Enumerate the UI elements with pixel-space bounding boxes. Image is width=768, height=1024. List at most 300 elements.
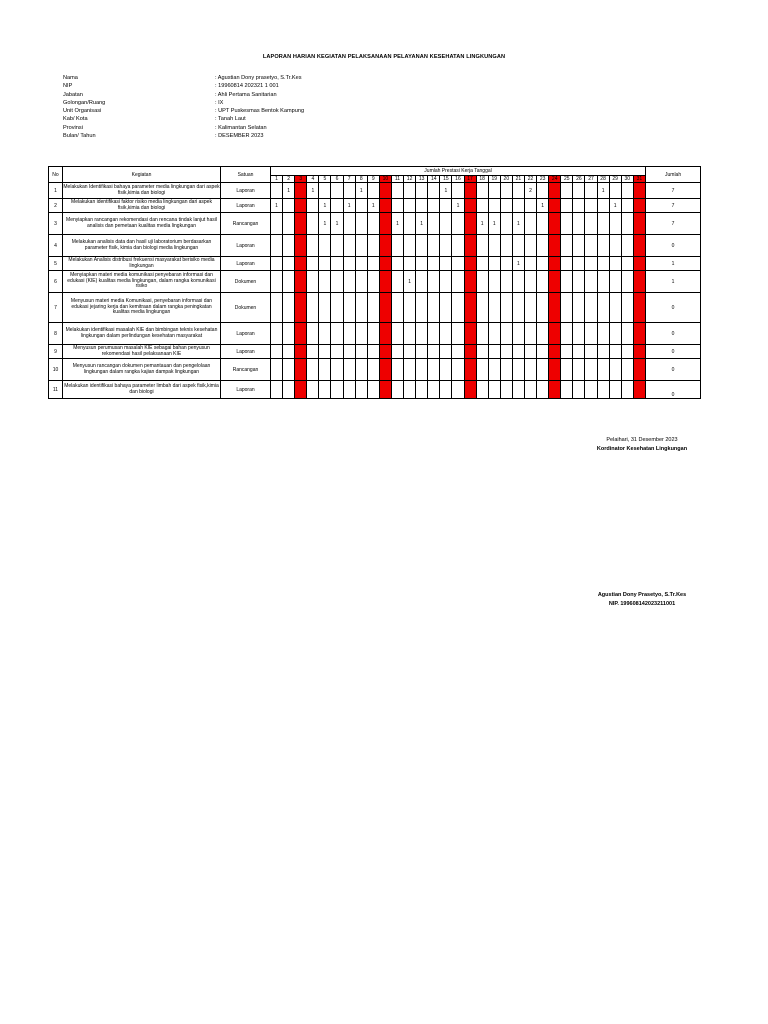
- row-no: 5: [49, 257, 63, 271]
- day-cell: [416, 381, 428, 399]
- day-cell: [391, 199, 403, 213]
- day-cell: 1: [319, 213, 331, 235]
- day-cell: [500, 257, 512, 271]
- day-cell: [464, 345, 476, 359]
- day-cell: [283, 323, 295, 345]
- day-cell: 1: [440, 183, 452, 199]
- day-cell: [343, 293, 355, 323]
- day-cell: [524, 213, 536, 235]
- day-cell: [609, 235, 621, 257]
- day-cell: [621, 213, 633, 235]
- day-cell: [295, 183, 307, 199]
- row-kegiatan: Melakukan identifikasi masalah KIE dan bimbingan teknis kesehatan lingkungan dalam perlindungan kesehatan masyarakat: [63, 323, 221, 345]
- header-day: 4: [307, 176, 319, 183]
- day-cell: [307, 323, 319, 345]
- day-cell: [464, 359, 476, 381]
- day-cell: [416, 183, 428, 199]
- header-day: 2: [283, 176, 295, 183]
- day-cell: [391, 323, 403, 345]
- day-cell: [379, 359, 391, 381]
- row-no: 4: [49, 235, 63, 257]
- day-cell: [283, 381, 295, 399]
- header-jumlah: Jumlah: [646, 167, 701, 183]
- day-cell: [609, 271, 621, 293]
- day-cell: [500, 293, 512, 323]
- day-cell: [573, 183, 585, 199]
- day-cell: [537, 293, 549, 323]
- day-cell: [585, 323, 597, 345]
- row-kegiatan: Melakukan Analisis distribusi frekuensi masyarakat berisiko media lingkungan: [63, 257, 221, 271]
- day-cell: [585, 213, 597, 235]
- day-cell: 2: [524, 183, 536, 199]
- day-cell: [464, 213, 476, 235]
- day-cell: [537, 257, 549, 271]
- day-cell: [597, 293, 609, 323]
- day-cell: [440, 213, 452, 235]
- day-cell: [585, 183, 597, 199]
- day-cell: [549, 271, 561, 293]
- day-cell: [404, 323, 416, 345]
- header-day: 31: [633, 176, 645, 183]
- day-cell: [524, 271, 536, 293]
- row-jumlah: 1: [646, 257, 701, 271]
- day-cell: [524, 199, 536, 213]
- header-day: 30: [621, 176, 633, 183]
- day-cell: [488, 293, 500, 323]
- day-cell: 1: [609, 199, 621, 213]
- day-cell: [476, 257, 488, 271]
- day-cell: [633, 213, 645, 235]
- table-row: [49, 183, 701, 199]
- day-cell: [464, 199, 476, 213]
- day-cell: [319, 359, 331, 381]
- info-label: Bulan/ Tahun: [63, 133, 96, 140]
- activity-table: [48, 166, 701, 399]
- day-cell: [283, 213, 295, 235]
- day-cell: [428, 257, 440, 271]
- day-cell: [452, 381, 464, 399]
- day-cell: [271, 183, 283, 199]
- day-cell: [597, 257, 609, 271]
- day-cell: [355, 199, 367, 213]
- day-cell: [295, 235, 307, 257]
- day-cell: [355, 257, 367, 271]
- day-cell: [549, 359, 561, 381]
- signature-place-date: Pelaihari, 31 Desember 2023: [606, 437, 678, 443]
- day-cell: 1: [307, 183, 319, 199]
- info-label: Golongan/Ruang: [63, 99, 106, 106]
- day-cell: [331, 235, 343, 257]
- day-cell: [597, 381, 609, 399]
- day-cell: [512, 345, 524, 359]
- day-cell: 1: [331, 213, 343, 235]
- day-cell: [307, 381, 319, 399]
- day-cell: 1: [367, 199, 379, 213]
- day-cell: [488, 359, 500, 381]
- day-cell: [524, 345, 536, 359]
- day-cell: [573, 199, 585, 213]
- day-cell: 1: [271, 199, 283, 213]
- day-cell: 1: [452, 199, 464, 213]
- day-cell: [597, 359, 609, 381]
- day-cell: 1: [488, 213, 500, 235]
- day-cell: [428, 293, 440, 323]
- row-satuan: Dokumen: [221, 271, 271, 293]
- day-cell: [561, 381, 573, 399]
- day-cell: [633, 183, 645, 199]
- day-cell: [391, 183, 403, 199]
- row-jumlah: 7: [646, 183, 701, 199]
- info-label: NIP: [63, 83, 73, 90]
- day-cell: 1: [416, 213, 428, 235]
- day-cell: [295, 323, 307, 345]
- table-row: [49, 293, 701, 323]
- day-cell: [428, 235, 440, 257]
- header-day: 7: [343, 176, 355, 183]
- day-cell: [512, 271, 524, 293]
- header-day: 19: [488, 176, 500, 183]
- row-jumlah: 1: [646, 271, 701, 293]
- day-cell: [428, 323, 440, 345]
- day-cell: [621, 323, 633, 345]
- day-cell: [367, 345, 379, 359]
- day-cell: [549, 381, 561, 399]
- day-cell: [464, 235, 476, 257]
- day-cell: [573, 293, 585, 323]
- day-cell: [512, 359, 524, 381]
- day-cell: [428, 183, 440, 199]
- day-cell: [512, 183, 524, 199]
- info-label: Nama: [63, 75, 78, 81]
- day-cell: [488, 199, 500, 213]
- day-cell: [488, 183, 500, 199]
- header-day: 13: [416, 176, 428, 183]
- row-no: 3: [49, 213, 63, 235]
- day-cell: [283, 359, 295, 381]
- day-cell: [573, 345, 585, 359]
- day-cell: [621, 293, 633, 323]
- day-cell: [343, 213, 355, 235]
- day-cell: 1: [512, 257, 524, 271]
- day-cell: [476, 199, 488, 213]
- day-cell: [440, 271, 452, 293]
- day-cell: [561, 257, 573, 271]
- info-value: : Tanah Laut: [215, 116, 246, 123]
- row-satuan: Laporan: [221, 323, 271, 345]
- day-cell: 1: [512, 213, 524, 235]
- day-cell: [307, 213, 319, 235]
- day-cell: [331, 199, 343, 213]
- info-value: : DESEMBER 2023: [215, 133, 264, 140]
- day-cell: [416, 323, 428, 345]
- day-cell: [609, 359, 621, 381]
- day-cell: [428, 199, 440, 213]
- day-cell: [367, 381, 379, 399]
- day-cell: [537, 359, 549, 381]
- day-cell: [283, 199, 295, 213]
- day-cell: [355, 213, 367, 235]
- day-cell: [464, 293, 476, 323]
- header-kegiatan: Kegiatan: [63, 167, 221, 183]
- table-row: [49, 199, 701, 213]
- header-date-group: Jumlah Prestasi Kerja Tanggal: [271, 167, 646, 176]
- table-row: [49, 345, 701, 359]
- day-cell: [500, 271, 512, 293]
- day-cell: [621, 257, 633, 271]
- header-day: 24: [549, 176, 561, 183]
- day-cell: [404, 345, 416, 359]
- day-cell: [307, 293, 319, 323]
- day-cell: [379, 323, 391, 345]
- day-cell: [561, 323, 573, 345]
- day-cell: [633, 257, 645, 271]
- day-cell: [573, 359, 585, 381]
- day-cell: [500, 359, 512, 381]
- day-cell: [561, 235, 573, 257]
- row-satuan: Laporan: [221, 235, 271, 257]
- day-cell: [585, 381, 597, 399]
- header-day: 22: [524, 176, 536, 183]
- day-cell: [440, 359, 452, 381]
- day-cell: [379, 183, 391, 199]
- info-value: : UPT Puskesmas Bentok Kampung: [215, 108, 305, 115]
- day-cell: [319, 323, 331, 345]
- header-day: 3: [295, 176, 307, 183]
- day-cell: [391, 235, 403, 257]
- day-cell: [428, 213, 440, 235]
- day-cell: [271, 381, 283, 399]
- day-cell: [379, 381, 391, 399]
- day-cell: [271, 323, 283, 345]
- signature-nip: NIP. 199608142023211001: [608, 601, 676, 607]
- day-cell: [319, 381, 331, 399]
- day-cell: [464, 381, 476, 399]
- day-cell: [524, 257, 536, 271]
- row-jumlah: 7: [646, 213, 701, 235]
- day-cell: [537, 271, 549, 293]
- header-day: 12: [404, 176, 416, 183]
- day-cell: [295, 257, 307, 271]
- day-cell: [271, 345, 283, 359]
- day-cell: [549, 213, 561, 235]
- table-row: [49, 271, 701, 293]
- day-cell: [573, 381, 585, 399]
- day-cell: [379, 293, 391, 323]
- day-cell: [331, 359, 343, 381]
- info-label: Provinsi: [63, 124, 83, 131]
- day-cell: [295, 359, 307, 381]
- day-cell: [476, 235, 488, 257]
- header-day: 15: [440, 176, 452, 183]
- header-day: 10: [379, 176, 391, 183]
- day-cell: [609, 213, 621, 235]
- day-cell: [500, 323, 512, 345]
- info-value: : Ahli Pertama Sanitarian: [215, 91, 277, 98]
- day-cell: [355, 235, 367, 257]
- day-cell: [633, 345, 645, 359]
- day-cell: [464, 323, 476, 345]
- day-cell: [416, 257, 428, 271]
- header-day: 6: [331, 176, 343, 183]
- header-day: 17: [464, 176, 476, 183]
- day-cell: [573, 271, 585, 293]
- day-cell: [428, 345, 440, 359]
- day-cell: [585, 359, 597, 381]
- day-cell: [404, 213, 416, 235]
- day-cell: [488, 345, 500, 359]
- day-cell: [452, 235, 464, 257]
- day-cell: [283, 257, 295, 271]
- day-cell: [331, 293, 343, 323]
- row-jumlah: 0: [646, 345, 701, 359]
- day-cell: [597, 271, 609, 293]
- row-kegiatan: Menyiapkan rancangan rekomendasi dan rencana tindak lanjut hasil analisis dan pemetaan kualitas media lingkungan: [63, 213, 221, 235]
- day-cell: [331, 183, 343, 199]
- day-cell: [621, 345, 633, 359]
- day-cell: [379, 345, 391, 359]
- day-cell: [343, 359, 355, 381]
- header-day: 8: [355, 176, 367, 183]
- day-cell: [585, 257, 597, 271]
- day-cell: 1: [476, 213, 488, 235]
- day-cell: 1: [355, 183, 367, 199]
- day-cell: [355, 381, 367, 399]
- day-cell: [452, 293, 464, 323]
- day-cell: [271, 213, 283, 235]
- day-cell: [585, 293, 597, 323]
- info-value: : Kalimantan Selatan: [215, 124, 267, 131]
- day-cell: [355, 345, 367, 359]
- day-cell: [404, 235, 416, 257]
- day-cell: [621, 183, 633, 199]
- row-satuan: Dokumen: [221, 293, 271, 323]
- day-cell: [633, 381, 645, 399]
- day-cell: [512, 293, 524, 323]
- day-cell: [428, 381, 440, 399]
- day-cell: [500, 199, 512, 213]
- day-cell: [404, 183, 416, 199]
- day-cell: [271, 293, 283, 323]
- header-day: 14: [428, 176, 440, 183]
- day-cell: [367, 235, 379, 257]
- day-cell: [488, 381, 500, 399]
- day-cell: [597, 323, 609, 345]
- header-day: 18: [476, 176, 488, 183]
- row-no: 10: [49, 359, 63, 381]
- day-cell: [609, 257, 621, 271]
- day-cell: [367, 323, 379, 345]
- day-cell: [355, 293, 367, 323]
- day-cell: [295, 345, 307, 359]
- day-cell: [573, 257, 585, 271]
- info-label: Unit Organisasi: [63, 108, 102, 115]
- day-cell: [416, 199, 428, 213]
- day-cell: [621, 381, 633, 399]
- day-cell: [537, 345, 549, 359]
- day-cell: [621, 235, 633, 257]
- row-no: 8: [49, 323, 63, 345]
- day-cell: [633, 323, 645, 345]
- row-kegiatan: Melakukan identifikasi bahaya parameter limbah dari aspek fisik,kimia dan biologi: [63, 381, 221, 399]
- day-cell: [500, 183, 512, 199]
- header-day: 9: [367, 176, 379, 183]
- header-day: 21: [512, 176, 524, 183]
- table-row: [49, 381, 701, 399]
- day-cell: [476, 345, 488, 359]
- day-cell: [452, 257, 464, 271]
- row-kegiatan: Menyusun rancangan dokumen pemantauan dan pengelolaan lingkungan dalam rangka kajian dampak lingkungan: [63, 359, 221, 381]
- day-cell: [549, 199, 561, 213]
- day-cell: [343, 381, 355, 399]
- day-cell: [343, 345, 355, 359]
- day-cell: [464, 271, 476, 293]
- row-kegiatan: Melakukan analisis data dan hasil uji laboratorium berdasarkan parameter fisik, kimia dan biologi media lingkungan: [63, 235, 221, 257]
- row-satuan: Rancangan: [221, 359, 271, 381]
- day-cell: [549, 345, 561, 359]
- day-cell: 1: [343, 199, 355, 213]
- day-cell: [404, 359, 416, 381]
- day-cell: [283, 271, 295, 293]
- day-cell: [561, 271, 573, 293]
- day-cell: [416, 235, 428, 257]
- row-kegiatan: Melakukan Identifikasi bahaya parameter media lingkungan dari aspek fisik,kimia dan biologi: [63, 183, 221, 199]
- row-satuan: Laporan: [221, 345, 271, 359]
- day-cell: [367, 359, 379, 381]
- day-cell: [537, 183, 549, 199]
- row-kegiatan: Menyusun perumusan masalah KIE sebagai bahan penyusun rekomendasi hasil pelaksanaan KIE: [63, 345, 221, 359]
- day-cell: [476, 323, 488, 345]
- day-cell: [524, 293, 536, 323]
- day-cell: [573, 323, 585, 345]
- day-cell: [549, 293, 561, 323]
- day-cell: [500, 345, 512, 359]
- day-cell: [307, 235, 319, 257]
- day-cell: [609, 345, 621, 359]
- info-label: Kab/ Kota: [63, 116, 88, 123]
- row-satuan: Laporan: [221, 183, 271, 199]
- row-satuan: Laporan: [221, 381, 271, 399]
- day-cell: [331, 381, 343, 399]
- day-cell: [512, 235, 524, 257]
- report-title: LAPORAN HARIAN KEGIATAN PELAKSANAAN PELAYANAN KESEHATAN LINGKUNGAN: [262, 54, 506, 60]
- day-cell: [537, 213, 549, 235]
- day-cell: [331, 271, 343, 293]
- day-cell: [500, 381, 512, 399]
- day-cell: [549, 323, 561, 345]
- day-cell: [476, 271, 488, 293]
- row-no: 7: [49, 293, 63, 323]
- day-cell: [331, 345, 343, 359]
- day-cell: [379, 199, 391, 213]
- day-cell: [379, 213, 391, 235]
- day-cell: 1: [391, 213, 403, 235]
- row-satuan: Rancangan: [221, 213, 271, 235]
- day-cell: [488, 257, 500, 271]
- row-jumlah: 0: [646, 359, 701, 381]
- info-value: : Agustian Dony prasetyo, S.Tr.Kes: [215, 75, 302, 81]
- day-cell: [561, 359, 573, 381]
- row-no: 11: [49, 381, 63, 399]
- day-cell: [319, 345, 331, 359]
- day-cell: [331, 257, 343, 271]
- info-value: : IX: [215, 99, 224, 106]
- day-cell: [585, 199, 597, 213]
- day-cell: [440, 345, 452, 359]
- day-cell: [440, 293, 452, 323]
- day-cell: [500, 235, 512, 257]
- day-cell: [452, 345, 464, 359]
- day-cell: [428, 271, 440, 293]
